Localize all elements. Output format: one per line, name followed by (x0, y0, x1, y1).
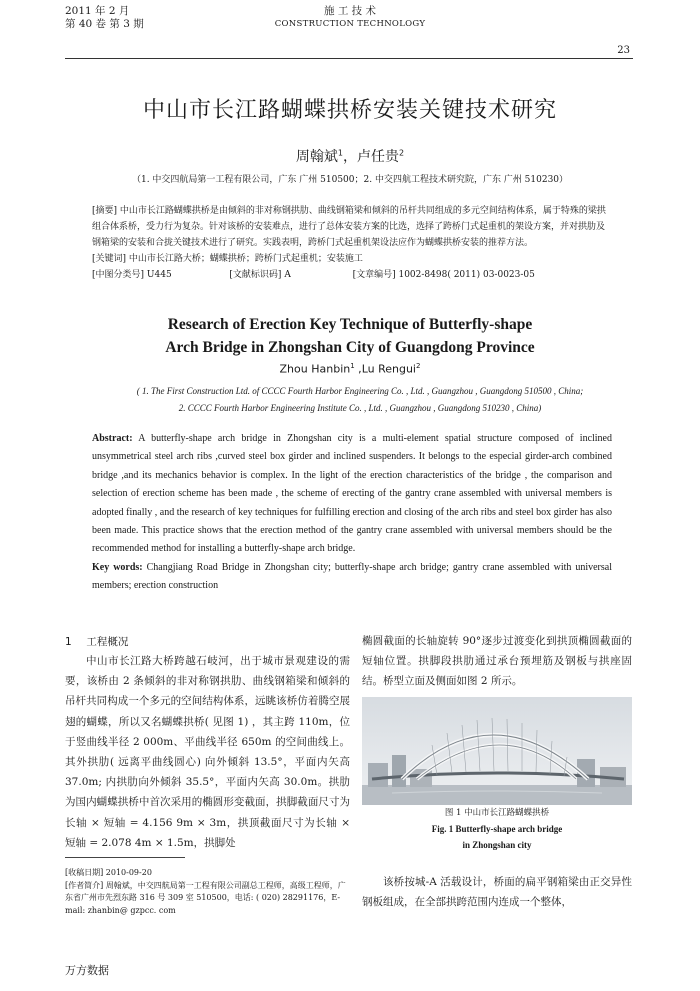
abstract-en (92, 430, 612, 596)
author-separator-en: , (354, 362, 362, 376)
section-1-body-right-2: 该桥按城-A 活载设计，桥面的扁平钢箱梁由正交异性钢板组成，在全部拱跨范围内连成一个整体， (362, 876, 632, 909)
received-date: [收稿日期] 2010-09-20 (65, 868, 152, 877)
section-1-body-right: 椭圆截面的长轴旋转 90°逐步过渡变化到拱顶椭圆截面的短轴位置。拱脚段拱肋通过承台预埋筋及钢板与拱座固结。桥型立面及侧面如图 2 所示。 (362, 635, 632, 688)
section-1-paragraph-right (362, 631, 632, 692)
abstract-cn-label: [摘要] (92, 206, 118, 216)
author-bio: [作者简介] 周翰斌，中交四航局第一工程有限公司副总工程师，高级工程师，广东省广州市先烈东路 316 号 309 室 510500，电话: ( 020) 28291176，E-mail: zhanbin@ gzpcc. com (65, 880, 346, 915)
figure-1-photo (362, 697, 632, 805)
authors-en (0, 362, 700, 376)
section-1-title: 工程概况 (86, 636, 129, 648)
authors-cn (0, 146, 700, 166)
page-number: 23 (617, 45, 630, 56)
journal-name (250, 5, 450, 31)
abstract-cn (92, 203, 612, 283)
wanfang-watermark: 万方数据 (65, 964, 109, 977)
affiliation-en (80, 383, 640, 417)
author-2-cn: 卢任贵 (357, 149, 399, 165)
doc-code-label: [文献标识码] (229, 270, 282, 280)
doc-code-value: A (284, 270, 291, 280)
figure-1-caption (362, 805, 632, 853)
paper-title-en-line-2: Arch Bridge in Zhongshan City of Guangdong Province (165, 339, 535, 356)
section-1-paragraph-left (65, 651, 350, 853)
author-2-affil-en: 2 (416, 362, 421, 370)
keywords-en (92, 559, 612, 596)
author-1-affil-en: 1 (350, 362, 355, 370)
abstract-en-label: Abstract: (92, 433, 133, 444)
keywords-en-text: Changjiang Road Bridge in Zhongshan city; butterfly-shape arch bridge; gantry crane assembled with universal members; erection construction (92, 561, 612, 592)
affiliation-en-line-1: ( 1. The First Construction Ltd. of CCCC Fourth Harbor Engineering Co. , Ltd. , Guangzhou , Guangdong 510500 , China; (136, 386, 584, 396)
section-1-number: 1 (65, 636, 72, 648)
paper-title-cn: 中山市长江路蝴蝶拱桥安装关键技术研究 (142, 98, 557, 123)
footnote (65, 867, 350, 917)
butterfly-arch-bridge-image (362, 697, 632, 805)
issue-volume: 第 40 卷 第 3 期 (65, 18, 144, 30)
journal-name-cn: 施 工 技 术 (323, 5, 376, 17)
paper-title-en (0, 313, 700, 359)
abstract-en-text: A butterfly-shape arch bridge in Zhongshan city is a multi-element spatial structure composed of inclined unsymmetrical steel arch ribs ,curved steel box girder and inclined suspenders. It belongs to the especial girder-arch combined bridge ,and its mechanics behavior is complex. In the light of the erection characteristics of the bridge , the comparison and selection of erection scheme has been made , the scheme of erecting of the gantry crane assembled with universal members is adopted finally , and the research of key techniques for fulfilling erection and closing of the arch ribs and steel box girder has also been made. This practice shows that the erection method of the gantry crane assembled with universal members should be the recommended method for installing a butterfly-shape arch bridge. (92, 433, 612, 555)
clc-value: U445 (146, 270, 172, 280)
author-2-en: Lu Rengui (361, 362, 416, 376)
journal-issue-info (65, 5, 144, 31)
abstract-cn-text: 中山市长江路蝴蝶拱桥是由倾斜的非对称钢拱肋、曲线钢箱梁和倾斜的吊杆共同组成的多元空间结构体系，属于特殊的梁拱组合体系桥，受力行为复杂。针对该桥的安装难点，进行了总体安装方案的比选，选择了跨桥门式起重机的架设方案，并对拱肋及钢箱梁的安装和合拢关键技术进行了研究。实践表明，跨桥门式起重机架设法应作为蝴蝶拱桥安装的推荐方法。 (92, 206, 606, 248)
figure-1-caption-cn: 图 1 中山市长江路蝴蝶拱桥 (444, 808, 550, 818)
keywords-en-label: Key words: (92, 561, 143, 573)
author-separator-cn: ， (343, 149, 357, 165)
figure-1-caption-en-1: Fig. 1 Butterfly-shape arch bridge (431, 824, 563, 834)
journal-name-en: CONSTRUCTION TECHNOLOGY (274, 19, 426, 29)
author-1-affil-cn: 1 (337, 148, 343, 158)
article-number-label: [文章编号] (352, 270, 396, 280)
classification-line (92, 267, 612, 283)
section-1-heading (65, 634, 128, 649)
section-1-body-left: 中山市长江路大桥跨越石岐河，出于城市景观建设的需要，该桥由 2 条倾斜的非对称钢拱肋、曲线钢箱梁和倾斜的吊杆共同构成一个多元的空间结构体系，远眺该桥仿着腾空展翅的蝴蝶，所以又名蝴蝶拱桥( 见图 1) ，其主跨 110m，位于竖曲线半径 2 000m、平曲线半径 650m 的空间曲线上。其外拱肋( 远离平曲线圆心) 向外倾斜 13.5°，平面内矢高 37.0m; 内拱肋向外倾斜 35.5°，平面内矢高 30.0m。拱肋为国内蝴蝶拱桥中首次采用的椭圆形变截面，拱脚截面尺寸为长轴 × 短轴 = 4.156 9m × 3m，拱顶截面尺寸为长轴 × 短轴 = 2.078 4m × 1.5m，拱脚处 (65, 655, 350, 849)
keywords-cn (92, 251, 612, 267)
author-1-en: Zhou Hanbin (279, 362, 351, 376)
footnote-rule (65, 857, 185, 858)
clc-label: [中图分类号] (92, 270, 145, 280)
affiliation-en-line-2: 2. CCCC Fourth Harbor Engineering Institute Co. , Ltd. , Guangzhou , Guangdong 510230 , China) (178, 403, 542, 413)
keywords-cn-text: 中山市长江路大桥；蝴蝶拱桥；跨桥门式起重机；安装施工 (128, 254, 363, 264)
author-1-cn: 周翰斌 (295, 149, 338, 165)
author-2-affil-cn: 2 (399, 148, 405, 158)
keywords-cn-label: [关键词] (92, 254, 127, 264)
header-rule (65, 58, 633, 59)
article-number-value: 1002-8498( 2011) 03-0023-05 (398, 270, 535, 280)
issue-date: 2011 年 2 月 (65, 5, 130, 17)
section-1-paragraph-right-2 (362, 872, 632, 912)
affiliation-cn: （1. 中交四航局第一工程有限公司，广东 广州 510500；2. 中交四航工程技术研究院，广东 广州 510230） (131, 175, 569, 185)
figure-1-caption-en-2: in Zhongshan city (462, 840, 532, 850)
paper-title-en-line-1: Research of Erection Key Technique of Butterfly-shape (167, 316, 533, 333)
